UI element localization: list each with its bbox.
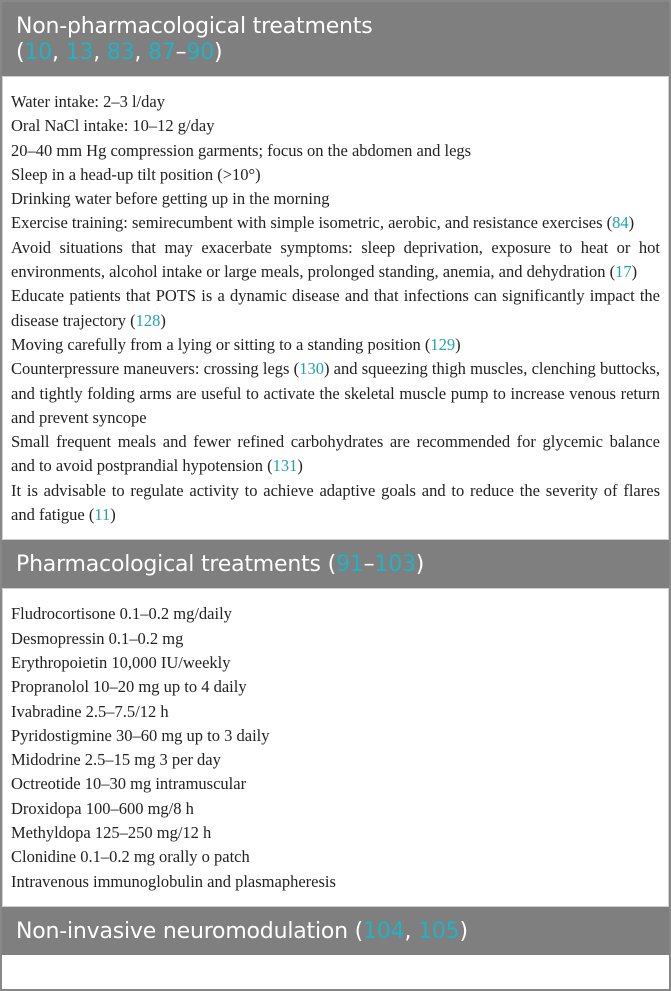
ref-link[interactable]: 83 <box>106 40 135 65</box>
table-row: Midodrine 2.5–15 mg 3 per day <box>11 750 221 770</box>
ref-link[interactable]: 104 <box>363 918 405 944</box>
refs-separator: , <box>134 40 148 65</box>
table-row: Drinking water before getting up in the morning <box>11 189 330 209</box>
section-header-non-invasive-neuromodulation <box>2 907 669 955</box>
table-row: Erythropoietin 10,000 IU/weekly <box>11 652 231 672</box>
table-row: 20–40 mm Hg compression garments; focus on the abdomen and legs <box>11 140 472 160</box>
ref-link[interactable]: 103 <box>374 552 416 578</box>
table-row: Droxidopa 100–600 mg/8 h <box>11 798 194 818</box>
section-body-non-pharmacological <box>2 76 669 540</box>
ref-link[interactable]: 131 <box>272 456 298 476</box>
refs-paren-close: ) <box>459 918 468 944</box>
ref-link[interactable]: 17 <box>615 262 632 282</box>
refs-dash: – <box>175 40 187 65</box>
table-row: Small frequent meals and fewer refined carbohydrates are recommended for glycemic balance and to avoid postprandial hypotension (131) <box>11 432 660 476</box>
table-row: Desmopressin 0.1–0.2 mg <box>11 628 184 648</box>
section-refs <box>16 40 657 66</box>
table-row: Intravenous immunoglobulin and plasmapheresis <box>11 871 336 891</box>
refs-separator: , <box>52 40 66 65</box>
table-row: Sleep in a head-up tilt position (>10°) <box>11 164 261 184</box>
section-header-non-pharmacological <box>2 2 669 76</box>
refs-paren-open: ( <box>16 40 25 65</box>
table-row: Avoid situations that may exacerbate symptoms: sleep deprivation, exposure to heat or hot environments, alcohol intake or large meals, prolonged standing, anemia, and dehydration (17) <box>11 237 660 282</box>
ref-link[interactable]: 84 <box>612 213 629 233</box>
ref-link[interactable]: 128 <box>135 310 161 330</box>
ref-link[interactable]: 87 <box>148 40 176 65</box>
table-row: Counterpressure maneuvers: crossing legs (130) and squeezing thigh muscles, clenching buttocks, and tightly folding arms are useful to activate the skeletal muscle pump to increase venous return and prevent syncope <box>11 359 660 427</box>
ref-link[interactable]: 130 <box>299 359 324 379</box>
section-title: Non-invasive neuromodulation <box>16 918 348 944</box>
ref-link[interactable]: 105 <box>418 918 460 944</box>
table-row: Water intake: 2–3 l/day <box>11 92 165 111</box>
table-row: Octreotide 10–30 mg intramuscular <box>11 774 247 794</box>
table-row: Propranolol 10–20 mg up to 4 daily <box>11 677 247 697</box>
refs-paren-close: ) <box>214 40 223 65</box>
ref-link[interactable]: 90 <box>186 40 215 65</box>
refs-paren-open: ( <box>327 552 336 578</box>
ref-link[interactable]: 13 <box>65 40 94 65</box>
refs-separator: , <box>93 40 107 65</box>
table-row: Exercise training: semirecumbent with simple isometric, aerobic, and resistance exercises (84) <box>11 213 635 233</box>
table-row: Ivabradine 2.5–7.5/12 h <box>11 701 169 721</box>
refs-dash: – <box>363 552 375 578</box>
table-row: Educate patients that POTS is a dynamic disease and that infections can significantly impact the disease trajectory (128) <box>11 286 660 330</box>
section-title: Pharmacological treatments <box>16 552 321 578</box>
ref-link[interactable]: 91 <box>335 552 364 578</box>
table-row: Moving carefully from a lying or sitting to a standing position (129) <box>11 334 461 354</box>
refs-paren-open: ( <box>354 918 364 944</box>
table-row: It is advisable to regulate activity to achieve adaptive goals and to reduce the severity of flares and fatigue (11) <box>11 480 660 525</box>
table-row: Methyldopa 125–250 mg/12 h <box>11 823 212 843</box>
section-body-pharmacological <box>2 588 669 907</box>
table-row: Clonidine 0.1–0.2 mg orally o patch <box>11 847 250 867</box>
ref-link[interactable]: 11 <box>94 505 111 525</box>
section-title: Non-pharmacological treatments <box>16 14 373 39</box>
table-row: Fludrocortisone 0.1–0.2 mg/daily <box>11 604 232 624</box>
refs-paren-close: ) <box>415 552 425 578</box>
table-row: Oral NaCl intake: 10–12 g/day <box>11 116 215 136</box>
refs-separator: , <box>404 918 419 944</box>
ref-link[interactable]: 129 <box>430 334 456 354</box>
table-row: Pyridostigmine 30–60 mg up to 3 daily <box>11 725 270 745</box>
ref-link[interactable]: 10 <box>24 40 52 65</box>
section-header-pharmacological <box>2 540 669 588</box>
